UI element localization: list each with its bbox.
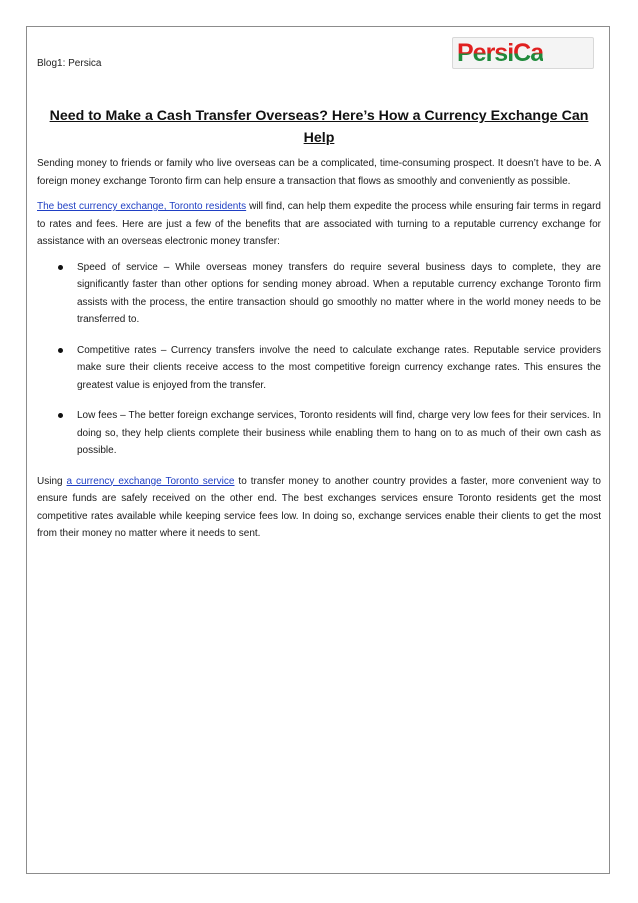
- bullet-icon: [58, 265, 63, 270]
- article-body: [37, 155, 601, 551]
- bullet-icon: [58, 413, 63, 418]
- paragraph-best-exchange: [37, 198, 601, 251]
- article-title: Need to Make a Cash Transfer Overseas? Here’s How a Currency Exchange Can Help: [49, 108, 589, 146]
- paragraph-conclusion: [37, 473, 601, 543]
- list-item-text: Low fees – The better foreign exchange services, Toronto residents will find, charge very low fees for their services. In doing so, they help clients complete their business while enabling them to hang on to as much of their own cash as possible.: [77, 410, 601, 456]
- list-item-text: Speed of service – While overseas money transfers do require several business days to complete, they are significantly faster than other options for sending money abroad. When a reputable currency exchange Toronto firm assists with the process, the entire transaction should go smoothly no matter where in the world money needs to be transferred to.: [77, 261, 601, 325]
- benefits-list: [37, 259, 601, 460]
- best-currency-exchange-link[interactable]: The best currency exchange, Toronto residents: [37, 201, 247, 212]
- persica-logo: [452, 37, 594, 69]
- paragraph-intro: Sending money to friends or family who live overseas can be a complicated, time-consuming prospect. It doesn’t have to be. A foreign money exchange Toronto firm can help ensure a transaction that flows as smoothly and conveniently as possible.: [37, 158, 601, 187]
- list-item-speed: [37, 259, 601, 329]
- paragraph-conclusion-pre: Using: [37, 475, 67, 487]
- bullet-icon: [58, 348, 63, 353]
- paragraph-conclusion-text: to transfer money to another country provides a faster, more convenient way to ensure funds are safely received on the other end. The best exchanges services ensure Toronto residents get the most competitive rates available while keeping service fees low. In doing so, exchange services enable their clients to get the most from their money no matter where it needs to sent.: [37, 475, 601, 539]
- list-item-fees: [37, 407, 601, 460]
- paragraph-best-exchange-text: will find, can help them expedite the process while ensuring fair terms in regard to rates and fees. Here are just a few of the benefits that are associated with turning to a reputable currency exchange for assistance with an overseas electronic money transfer:: [37, 201, 601, 247]
- list-item-rates: [37, 342, 601, 395]
- logo-text: PersiCa: [457, 38, 544, 67]
- currency-exchange-service-link[interactable]: a currency exchange Toronto service: [66, 475, 235, 487]
- list-item-text: Competitive rates – Currency transfers involve the need to calculate exchange rates. Reputable service providers make sure their clients receive access to the most competitive foreign currency exchange rates. This ensures the greatest value is enjoyed from the transfer.: [77, 344, 601, 391]
- header-label: Blog1: Persica: [37, 58, 102, 69]
